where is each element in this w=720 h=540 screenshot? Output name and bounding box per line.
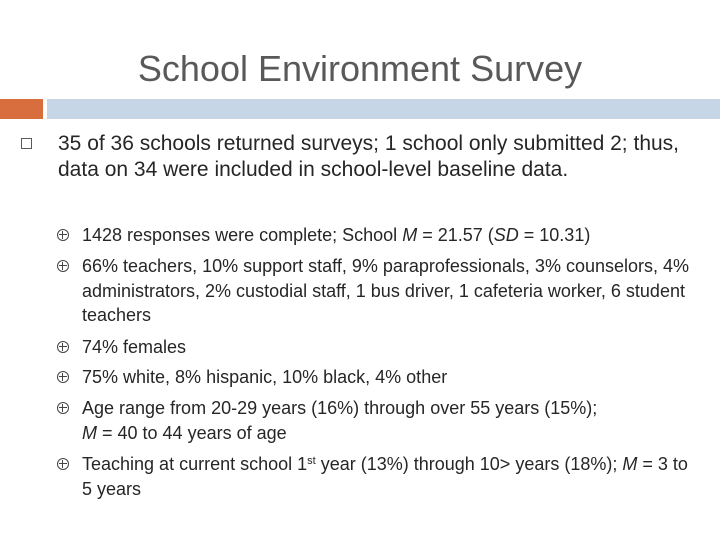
sub-point-ethnicity: 75% white, 8% hispanic, 10% black, 4% other [82, 367, 448, 387]
accent-bar-blue [47, 99, 720, 119]
circle-plus-bullet-icon [57, 260, 69, 272]
accent-bar-orange [0, 99, 43, 119]
sub-point-gender: 74% females [82, 337, 187, 357]
circle-plus-bullet-icon [57, 229, 69, 241]
circle-plus-bullet-icon [57, 402, 69, 414]
circle-plus-bullet-icon [57, 371, 69, 383]
slide-title: School Environment Survey [137, 48, 583, 89]
sub-point-age: Age range from 20-29 years (16%) through over 55 years (15%); M = 40 to 44 years of age [82, 398, 598, 443]
circle-plus-bullet-icon [57, 458, 69, 470]
sub-point-tenure: Teaching at current school 1st year (13%) through 10> years (18%); M = 3 to 5 years [82, 454, 688, 499]
circle-plus-bullet-icon [57, 341, 69, 353]
main-point: 35 of 36 schools returned surveys; 1 school only submitted 2; thus, data on 34 were included in school-level baseline data. [58, 132, 680, 181]
sub-point-roles: 66% teachers, 10% support staff, 9% paraprofessionals, 3% counselors, 4% administrators, 2% custodial staff, 1 bus driver, 1 cafeteria worker, 6 student teachers [82, 256, 690, 325]
square-bullet-icon [21, 138, 32, 149]
sub-point-responses: 1428 responses were complete; School M = 21.57 (SD = 10.31) [82, 225, 591, 245]
